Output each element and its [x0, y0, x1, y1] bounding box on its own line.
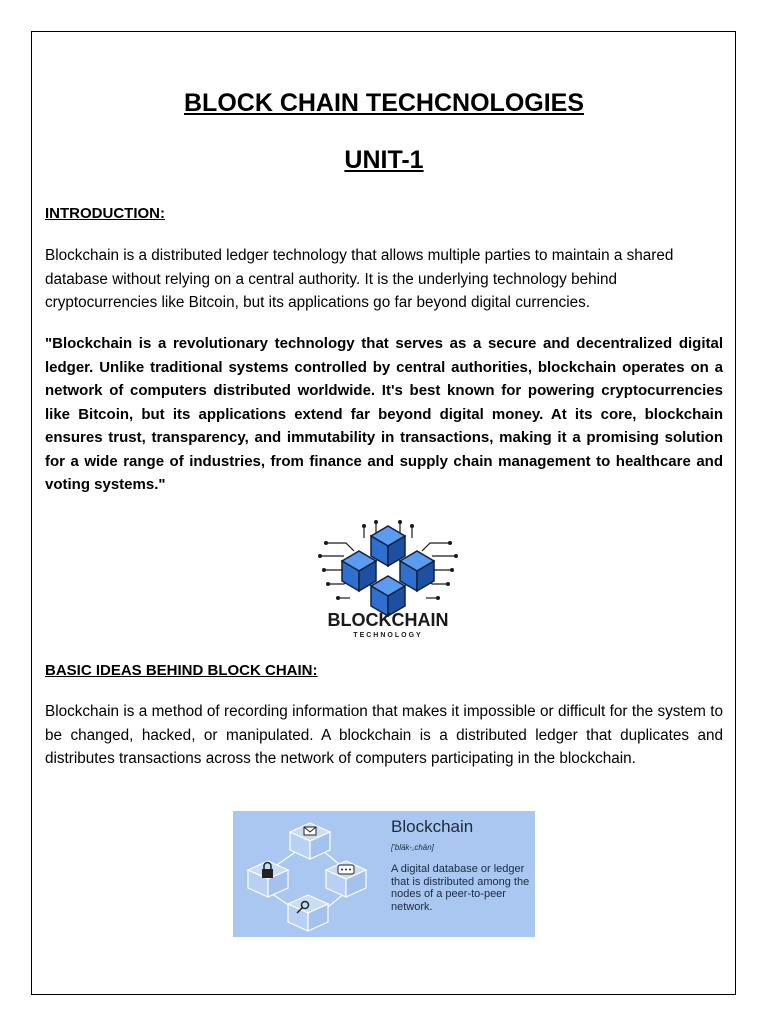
unit-title: UNIT-1 — [344, 146, 424, 174]
section-heading-introduction: INTRODUCTION: — [45, 205, 165, 222]
definition-text: A digital database or ledger that is distributed among the nodes of a peer-to-peer network. — [391, 863, 530, 913]
envelope-icon — [304, 827, 316, 835]
blockchain-logo-image — [316, 518, 460, 640]
blockchain-definition-image — [233, 811, 535, 937]
definition-term: Blockchain — [391, 817, 474, 836]
definition-pronunciation: ['bläk-,chān] — [391, 843, 434, 852]
chat-icon — [338, 865, 354, 874]
document-title: BLOCK CHAIN TECHCNOLOGIES — [184, 89, 584, 117]
logo-word: BLOCKCHAIN — [327, 610, 449, 630]
section-heading-basic-ideas: BASIC IDEAS BEHIND BLOCK CHAIN: — [45, 662, 318, 679]
blockchain-cubes-icon — [316, 518, 460, 640]
logo-subword: TECHNOLOGY — [353, 632, 423, 639]
introduction-quote: "Blockchain is a revolutionary technology that serves as a secure and decentralized digital ledger. Unlike traditional systems controlled by central authorities, blockchain operates on a network of computers distributed worldwide. It's best known for powering cryptocurrencies like Bitcoin, but its applications extend far beyond digital money. At its core, blockchain ensures trust, transparency, and immutability in transactions, making it a promising solution for a wide range of industries, from finance and supply chain management to healthcare and voting systems." — [45, 335, 723, 493]
basic-ideas-paragraph: Blockchain is a method of recording information that makes it impossible or difficult for the system to be changed, hacked, or manipulated. A blockchain is a distributed ledger that duplicates and distributes transactions across the network of computers participating in the blockchain. — [45, 703, 723, 767]
network-diagram — [233, 811, 383, 937]
introduction-paragraph: Blockchain is a distributed ledger technology that allows multiple parties to maintain a shared database without relying on a central authority. It is the underlying technology behind cryptocurrencies like Bitcoin, but its applications go far beyond digital currencies. — [45, 247, 674, 311]
